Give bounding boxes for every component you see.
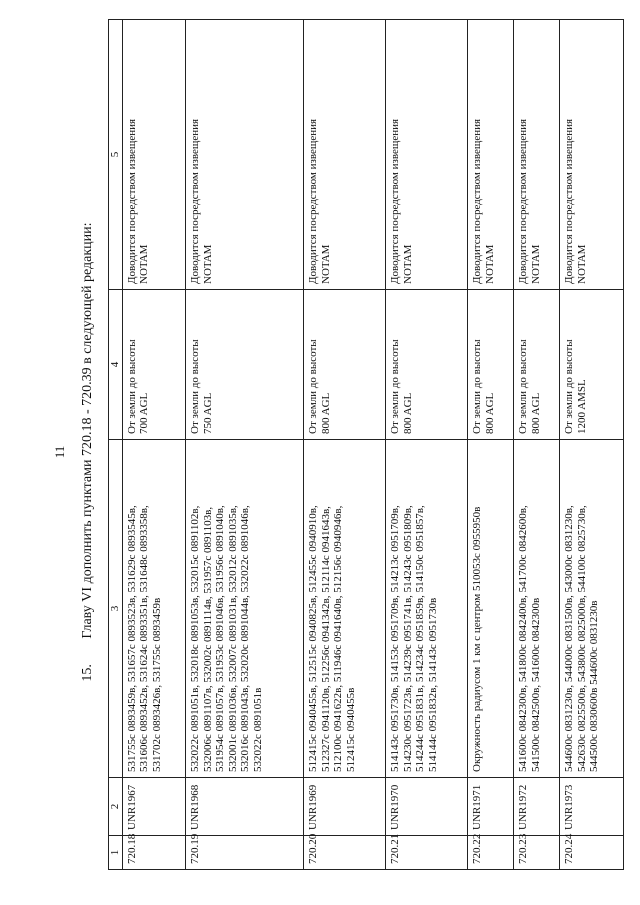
section-heading-line (80, 222, 96, 681)
zone-coordinates-line: 541500с 0842500в, 541600с 0842300в (529, 597, 542, 772)
zone-note-line: NOTAM (529, 244, 542, 284)
zone-note (468, 20, 514, 290)
table-row (304, 20, 386, 870)
zone-height (514, 290, 560, 440)
zone-coordinates-line: 531755с 0893459в, 531657с 0893523в, 531629с 0893545в, (125, 505, 138, 772)
row-number: 720.20 (304, 836, 386, 870)
zone-height (386, 290, 468, 440)
zone-code: UNR1969 (304, 778, 386, 836)
zone-height-line: От земли до высоты (307, 339, 320, 434)
zone-height (560, 290, 624, 440)
zone-coordinates-line: 544500с 0830600в 544600с 0831230в (588, 600, 601, 772)
zone-coordinates-line: 514230с 0951723в, 514239с 0951741в, 514243с 0951809в, (401, 505, 414, 772)
table-region (108, 20, 624, 870)
zone-coordinates (122, 440, 186, 778)
zone-coordinates (386, 440, 468, 778)
zone-note-line: Доводится посредством извещения (307, 118, 320, 284)
zone-note-line: NOTAM (319, 244, 332, 284)
zone-code: UNR1973 (560, 778, 624, 836)
zone-coordinates-line: 532006с 0891107в, 532002с 0891114в, 531957с 0891103в, (201, 506, 214, 772)
zone-note (186, 20, 304, 290)
zone-height (468, 290, 514, 440)
zone-note (560, 20, 624, 290)
zone-note (304, 20, 386, 290)
zone-coordinates-line: 542630с 0825500в, 543800с 0825000в, 544100с 0825730в, (575, 505, 588, 772)
zone-note-line: Доводится посредством извещения (471, 118, 484, 284)
zone-coordinates (514, 440, 560, 778)
zone-code: UNR1967 (122, 778, 186, 836)
page-number: 11 (52, 445, 67, 459)
row-number: 720.22 (468, 836, 514, 870)
row-number: 720.23 (514, 836, 560, 870)
zone-note-line: NOTAM (575, 244, 588, 284)
zone-height (186, 290, 304, 440)
zone-coordinates-line: 531954с 0891057в, 531953с 0891046в, 531956с 0891040в, (214, 505, 227, 772)
zone-height-line: 700 AGL (138, 392, 150, 434)
section-text: Главу VI дополнить пунктами 720.18 - 720.39 в следующей редакции: (80, 222, 95, 639)
zone-coordinates (304, 440, 386, 778)
zone-height-line: 800 AGL (529, 392, 542, 434)
zone-note-line: Доводится посредством извещения (517, 118, 530, 284)
zone-note-line: Доводится посредством извещения (389, 118, 402, 284)
zone-coordinates-line: 532001с 0891036в, 532007с 0891031в, 532012с 0891035в, (226, 505, 239, 772)
zone-note-line: Доводится посредством извещения (563, 118, 576, 284)
zone-coordinates-line: 514143с 0951730в, 514153с 0951709в, 514213с 0951709в, (389, 505, 402, 772)
zone-height-line: От земли до высоты (189, 339, 202, 434)
zone-note-line: NOTAM (401, 244, 414, 284)
table-header-row (109, 20, 123, 870)
zone-note-line: NOTAM (138, 244, 150, 284)
zone-height-line: От земли до высоты (563, 339, 576, 434)
section-number: 15. (80, 664, 95, 682)
header-col-1: 1 (109, 836, 123, 870)
table-row (560, 20, 624, 870)
zone-height-line: 750 AGL (201, 392, 214, 434)
zone-code: UNR1970 (386, 778, 468, 836)
row-number: 720.18 (122, 836, 186, 870)
table-rotator (108, 20, 624, 870)
zone-note (514, 20, 560, 290)
zone-coordinates-line: 512327с 0941120в, 512256с 0941342в, 512114с 0941643в, (319, 506, 332, 772)
zone-coordinates-line: 512100с 0941622в, 511946с 0941640в, 512156с 0940946в, (332, 505, 345, 772)
header-col-2: 2 (109, 778, 123, 836)
header-col-4: 4 (109, 290, 123, 440)
zone-height-line: 800 AGL (319, 392, 332, 434)
zone-note-line: Доводится посредством извещения (189, 118, 202, 284)
zone-note (122, 20, 186, 290)
zone-coordinates (468, 440, 514, 778)
zone-coordinates-line: 532022с 0891051в, 532018с 0891053в, 532015с 0891102в, (189, 505, 202, 772)
zone-note-line: Доводится посредством извещения (125, 118, 138, 284)
zone-code: UNR1968 (186, 778, 304, 836)
zone-coordinates-line: 512415с 0940455в (344, 687, 357, 772)
zone-height-line: От земли до высоты (471, 339, 484, 434)
zone-note (386, 20, 468, 290)
row-number: 720.19 (186, 836, 304, 870)
zone-coordinates-line: 532016с 0891043в, 532020с 0891044в, 532022с 0891046в, (239, 505, 252, 772)
zone-height (304, 290, 386, 440)
zone-coordinates-line: 514144с 0951832в, 514143с 0951730в (426, 597, 439, 772)
zone-height-line: 1200 AMSL (575, 379, 588, 434)
header-col-5: 5 (109, 20, 123, 290)
table-row (386, 20, 468, 870)
zone-height-line: От земли до высоты (389, 339, 402, 434)
zone-coordinates (560, 440, 624, 778)
zone-coordinates-line: Окружность радиусом 1 км с центром 510053с 0955950в (471, 506, 484, 772)
header-col-3: 3 (109, 440, 123, 778)
table-row (468, 20, 514, 870)
table-body (122, 20, 624, 870)
table-row (122, 20, 186, 870)
zone-coordinates (186, 440, 304, 778)
zone-coordinates-line: 512415с 0940455в, 512515с 0940825в, 512455с 0940910в, (307, 505, 320, 772)
zone-height (122, 290, 186, 440)
zone-note-line: NOTAM (201, 244, 214, 284)
zone-note-line: NOTAM (483, 244, 496, 284)
zone-height-line: 800 AGL (483, 392, 496, 434)
zones-table (108, 19, 624, 870)
zone-coordinates-line: 544600с 0831230в, 544000с 0831500в, 543000с 0831230в, (563, 505, 576, 772)
zone-coordinates-line: 531606с 0893452в, 531624с 0893351в, 531648с 0893358в, (138, 505, 150, 772)
row-number: 720.24 (560, 836, 624, 870)
zone-code: UNR1972 (514, 778, 560, 836)
zone-height-line: От земли до высоты (517, 339, 530, 434)
row-number: 720.21 (386, 836, 468, 870)
zone-height-line: От земли до высоты (125, 339, 138, 434)
zone-coordinates-line: 541600с 0842300в, 541800с 0842400в, 541700с 0842600в, (517, 505, 530, 772)
zone-code: UNR1971 (468, 778, 514, 836)
zone-coordinates-line: 531702с 0893426в, 531755с 0893459в (150, 597, 163, 772)
table-row (186, 20, 304, 870)
zone-coordinates-line: 514244с 0951831в, 514234с 0951859в, 514150с 0951857в, (414, 505, 427, 772)
zone-coordinates-line: 532022с 0891051в (251, 687, 264, 772)
zone-height-line: 800 AGL (401, 392, 414, 434)
table-row (514, 20, 560, 870)
